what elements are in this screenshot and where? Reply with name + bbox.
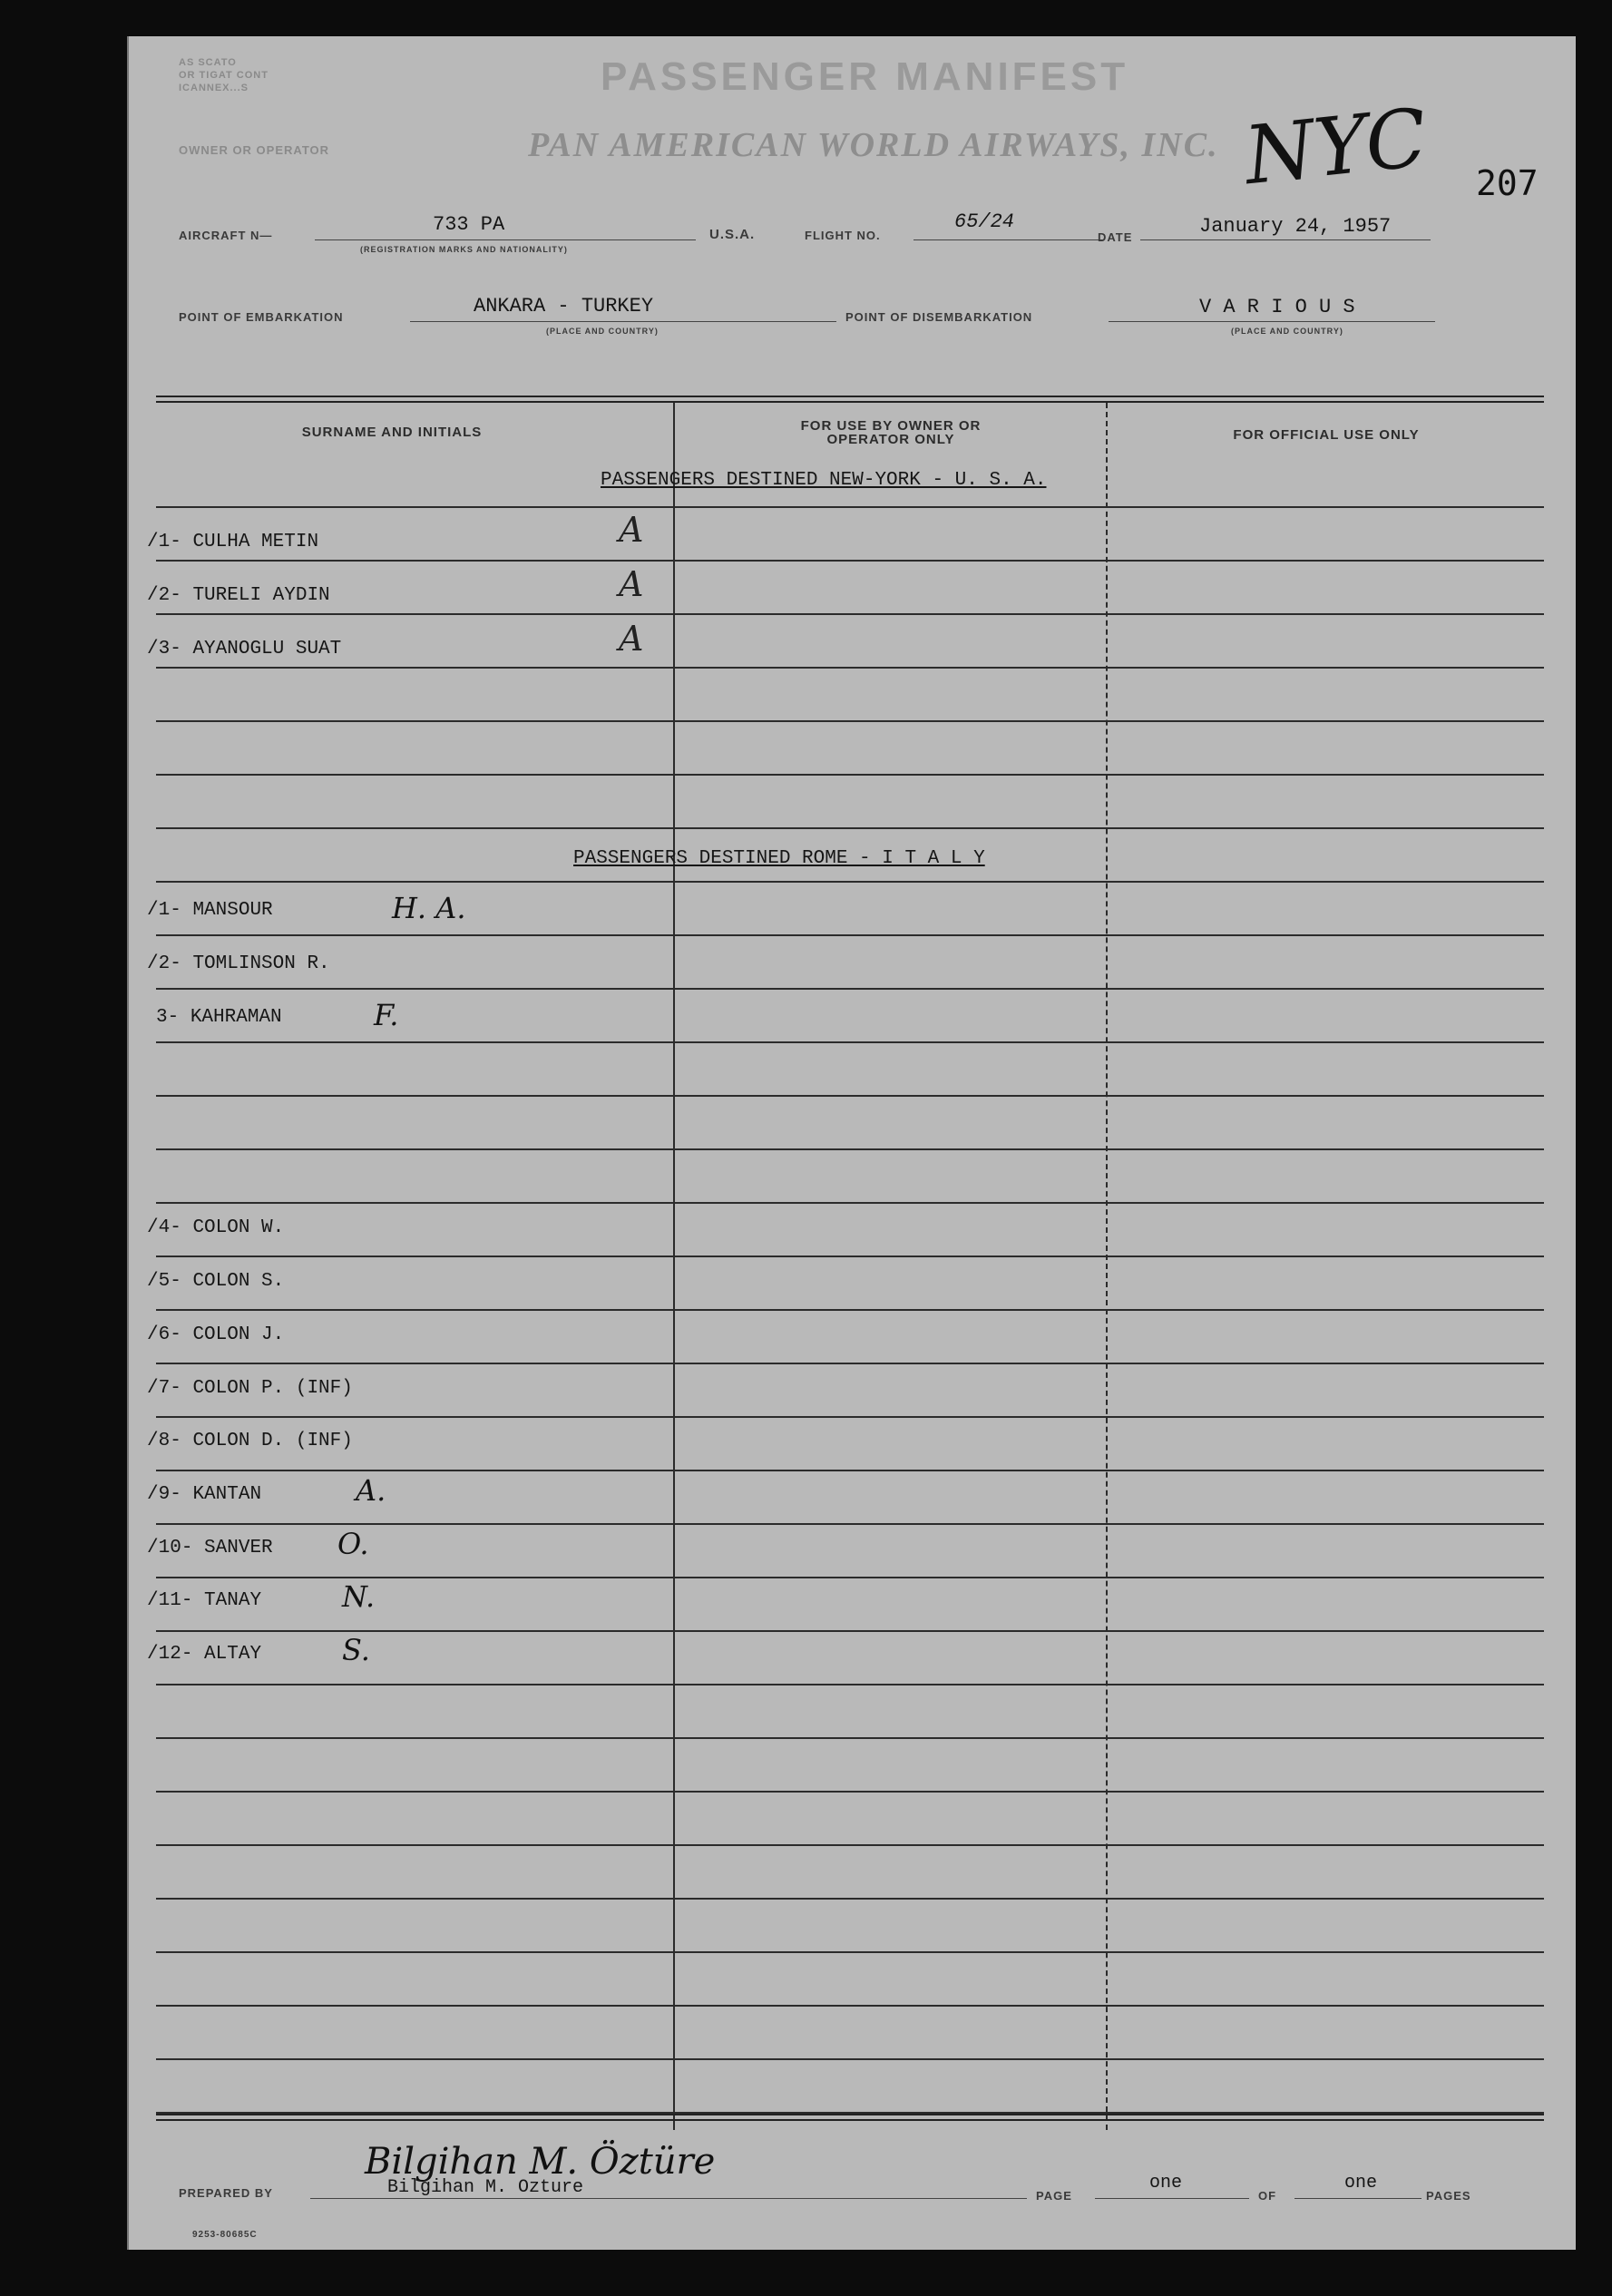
check-mark: /	[147, 1590, 159, 1611]
row-rule	[156, 1630, 1544, 1632]
handwritten-mark: A	[619, 510, 644, 550]
row-rule	[156, 988, 1544, 990]
passenger-number: 1-	[158, 532, 181, 552]
list-item	[147, 1324, 284, 1345]
passenger-number: 3-	[156, 1007, 180, 1028]
owner-label: OWNER OR OPERATOR	[179, 143, 330, 157]
row-rule	[156, 881, 1544, 883]
passenger-number: 9-	[158, 1484, 181, 1505]
page-stamp-number: 207	[1476, 163, 1539, 203]
row-rule	[156, 1523, 1544, 1525]
form-number: 9253-80685C	[192, 2230, 258, 2240]
list-item	[147, 1538, 273, 1558]
form-title: PASSENGER MANIFEST	[601, 54, 1129, 99]
row-rule	[156, 1416, 1544, 1418]
disembarkation-value: V A R I O U S	[1199, 296, 1355, 318]
check-mark: /	[147, 1484, 159, 1505]
passenger-name: SANVER	[204, 1538, 273, 1558]
row-rule	[156, 1684, 1544, 1685]
list-item	[147, 900, 273, 921]
handwritten-initial: H. A.	[392, 891, 466, 925]
of-label: OF	[1258, 2189, 1277, 2203]
passenger-name: COLON D. (INF)	[192, 1431, 353, 1451]
flight-label: FLIGHT NO.	[805, 229, 881, 242]
list-item	[147, 1484, 261, 1505]
manifest-sheet	[127, 36, 1576, 2250]
embarkation-value: ANKARA - TURKEY	[474, 295, 654, 318]
of-value: one	[1344, 2173, 1378, 2193]
date-value: January 24, 1957	[1199, 215, 1392, 238]
row-rule	[156, 1041, 1544, 1043]
list-item	[147, 1644, 261, 1665]
check-mark: /	[147, 1271, 159, 1292]
passenger-name: COLON W.	[192, 1217, 285, 1238]
page-value: one	[1149, 2173, 1183, 2193]
row-rule	[156, 1255, 1544, 1257]
passenger-name: AYANOGLU SUAT	[192, 639, 342, 659]
stamp-line-2: OR TIGAT CONT	[179, 70, 269, 81]
row-rule	[156, 1309, 1544, 1311]
passenger-name: TANAY	[204, 1590, 262, 1611]
passenger-number: 12-	[158, 1644, 193, 1665]
passenger-number: 10-	[158, 1538, 193, 1558]
row-rule	[156, 560, 1544, 562]
handwritten-nyc: NYC	[1240, 90, 1431, 203]
passenger-name: TOMLINSON R.	[192, 953, 330, 974]
handwritten-initial: F.	[374, 998, 399, 1032]
check-mark: /	[147, 639, 159, 659]
col-header-surname: SURNAME AND INITIALS	[301, 425, 483, 440]
row-rule	[156, 1095, 1544, 1097]
check-mark: /	[147, 1538, 159, 1558]
row-rule	[156, 2005, 1544, 2007]
check-mark: /	[147, 1431, 159, 1451]
passenger-number: 1-	[158, 900, 181, 921]
embarkation-sublabel: (PLACE AND COUNTRY)	[546, 327, 659, 336]
table-top-rule	[156, 396, 1544, 403]
check-mark: /	[147, 900, 159, 921]
row-rule	[156, 1470, 1544, 1471]
section-rome: PASSENGERS DESTINED ROME - I T A L Y	[573, 848, 985, 869]
aircraft-label: AIRCRAFT N—	[179, 229, 273, 242]
passenger-name: COLON S.	[192, 1271, 285, 1292]
table-bottom-rule	[156, 2114, 1544, 2121]
row-rule	[156, 1898, 1544, 1900]
passenger-name: KANTAN	[192, 1484, 262, 1505]
row-rule	[156, 506, 1544, 508]
passenger-number: 8-	[158, 1431, 181, 1451]
check-mark: /	[147, 585, 159, 606]
passenger-name: KAHRAMAN	[190, 1007, 282, 1028]
row-rule	[156, 613, 1544, 615]
pages-label: PAGES	[1426, 2189, 1471, 2203]
row-rule	[156, 2058, 1544, 2060]
stamp-line-1: AS SCATO	[179, 57, 237, 68]
list-item	[147, 639, 341, 659]
handwritten-mark: A	[619, 564, 644, 604]
check-mark: /	[147, 532, 159, 552]
row-rule	[156, 774, 1544, 776]
row-rule	[156, 1951, 1544, 1953]
aircraft-value: 733 PA	[433, 213, 505, 236]
passenger-name: COLON P. (INF)	[192, 1378, 353, 1399]
row-rule	[156, 1577, 1544, 1578]
passenger-name: ALTAY	[204, 1644, 262, 1665]
row-rule	[156, 1148, 1544, 1150]
embarkation-label: POINT OF EMBARKATION	[179, 310, 344, 324]
list-item	[156, 1007, 282, 1028]
row-rule	[156, 827, 1544, 829]
passenger-number: 6-	[158, 1324, 181, 1345]
row-rule	[156, 1363, 1544, 1364]
list-item	[147, 1590, 261, 1611]
disembarkation-sublabel: (PLACE AND COUNTRY)	[1231, 327, 1343, 336]
passenger-number: 3-	[158, 639, 181, 659]
preparer-name: Bilgihan M. Ozture	[387, 2177, 584, 2198]
form-stamp	[179, 56, 269, 94]
row-rule	[156, 1844, 1544, 1846]
check-mark: /	[147, 1217, 159, 1238]
date-label: DATE	[1098, 230, 1133, 244]
handwritten-initial: A.	[356, 1473, 386, 1508]
disembarkation-label: POINT OF DISEMBARKATION	[845, 310, 1033, 324]
handwritten-initial: N.	[342, 1579, 376, 1614]
row-rule	[156, 1791, 1544, 1793]
owner-value: PAN AMERICAN WORLD AIRWAYS, INC.	[528, 126, 1219, 164]
column-divider-1	[673, 403, 675, 2130]
passenger-name: MANSOUR	[192, 900, 273, 921]
handwritten-initial: S.	[342, 1633, 370, 1667]
list-item	[147, 1431, 353, 1451]
row-rule	[156, 934, 1544, 936]
passenger-name: TURELI AYDIN	[192, 585, 330, 606]
aircraft-sublabel: (REGISTRATION MARKS AND NATIONALITY)	[360, 245, 568, 254]
column-divider-2	[1106, 403, 1108, 2130]
col-header-official: FOR OFFICIAL USE ONLY	[1233, 427, 1420, 443]
list-item	[147, 953, 330, 974]
check-mark: /	[147, 1378, 159, 1399]
stamp-line-3: ICANNEX...S	[179, 83, 249, 93]
row-rule	[156, 1737, 1544, 1739]
list-item	[147, 1271, 284, 1292]
prepared-by-label: PREPARED BY	[179, 2186, 273, 2200]
passenger-name: CULHA METIN	[192, 532, 319, 552]
passenger-number: 2-	[158, 953, 181, 974]
handwritten-mark: A	[619, 619, 644, 659]
passenger-number: 4-	[158, 1217, 181, 1238]
check-mark: /	[147, 1324, 159, 1345]
passenger-number: 7-	[158, 1378, 181, 1399]
usa-label: U.S.A.	[709, 227, 756, 242]
list-item	[147, 1217, 284, 1238]
section-newyork: PASSENGERS DESTINED NEW-YORK - U. S. A.	[601, 470, 1047, 491]
row-rule	[156, 667, 1544, 669]
passenger-number: 2-	[158, 585, 181, 606]
preparer-signature: Bilgihan M. Öztüre	[365, 2141, 716, 2183]
check-mark: /	[147, 953, 159, 974]
passenger-name: COLON J.	[192, 1324, 285, 1345]
passenger-number: 5-	[158, 1271, 181, 1292]
row-rule	[156, 720, 1544, 722]
list-item	[147, 1378, 353, 1399]
handwritten-initial: O.	[337, 1527, 369, 1561]
row-rule	[156, 1202, 1544, 1204]
list-item	[147, 532, 318, 552]
passenger-number: 11-	[158, 1590, 193, 1611]
col-header-owner: FOR USE BY OWNER OR OPERATOR ONLY	[800, 418, 982, 447]
list-item	[147, 585, 330, 606]
flight-value: 65/24	[954, 210, 1015, 233]
page-label: PAGE	[1036, 2189, 1072, 2203]
check-mark: /	[147, 1644, 159, 1665]
